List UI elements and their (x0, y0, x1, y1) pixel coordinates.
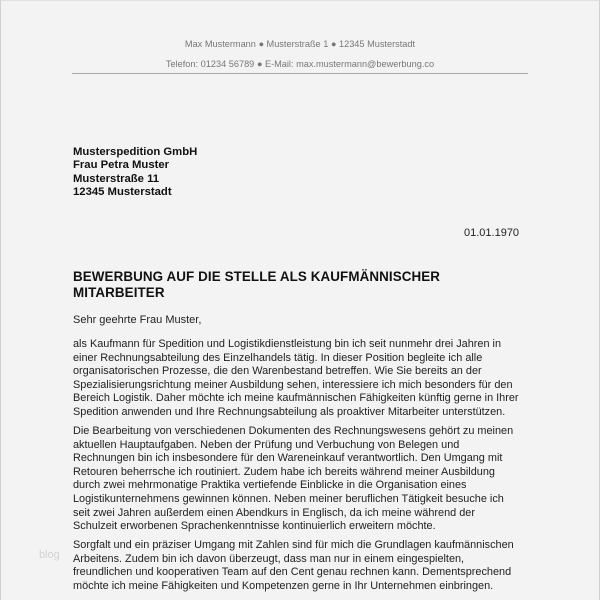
paragraph-line: Spedition anwenden und Ihre Rechnungsabteilung als proaktiver Mitarbeiter unterstützen. (73, 405, 506, 418)
letter-date: 01.01.1970 (464, 227, 520, 239)
watermark: blog (39, 549, 60, 561)
recipient-address (73, 146, 197, 199)
paragraph-line: organisatorischen Prozesse, die den Warenbestand betreffen. Wie Sie bereits an der (73, 365, 482, 378)
paragraph-line: Logistikunternehmens gewinnen können. Neben meiner beruflichen Tätigkeit besuche ich (73, 492, 504, 505)
paragraph-line: aktuellen Hauptaufgaben. Neben der Prüfung und Verbuchung von Belegen und (73, 438, 460, 451)
paragraph-line: Sorgfalt und ein präziser Umgang mit Zahlen sind für mich die Grundlagen kaufmännischen (73, 539, 514, 551)
paragraph-line: Bereich Logistik. Daher möchte ich meine kaufmännischen Fähigkeiten künftig gerne in Ihrer (73, 392, 519, 405)
paragraph-line: Die Bearbeitung von verschiedenen Dokumenten des Rechnungswesens gehört zu meinen (73, 425, 514, 437)
header-divider (72, 73, 528, 74)
paragraph-2 (73, 425, 543, 534)
recipient-name: Frau Petra Muster (73, 159, 170, 172)
paragraph-1 (73, 338, 543, 420)
paragraph-line: Schulzeit erworbenen Sprachenkenntnisse kontinuierlich erweitern möchte. (73, 520, 436, 533)
paragraph-line: Rechnungen bin ich insbesondere für den Wareneinkauf verantwortlich. Den Umgang mit (73, 452, 503, 465)
paragraph-line: einer Rechnungsabteilung des Einzelhandels tätig. In dieser Position begleite ich alle (73, 351, 483, 364)
paragraph-3 (73, 539, 543, 593)
paragraph-line: Arbeitens. Zudem bin ich davon überzeugt, dass man nur in einem eingespielten, (73, 552, 465, 565)
salutation: Sehr geehrte Frau Muster, (73, 314, 202, 326)
paragraph-line: möchte ich meine Fähigkeiten und Kompetenzen gerne in Ihr Unternehmen einbringen. (73, 579, 494, 592)
paragraph-line: freundlichen und kooperativen Team auf den Cent genau rechnen kann. Dementsprechend (73, 566, 512, 579)
paragraph-line: Retouren beherrsche ich routiniert. Zudem habe ich bereits während meiner Ausbildung (73, 465, 495, 478)
letter-subject (73, 269, 523, 301)
paragraph-line: Spezialisierungsrichtung meiner Ausbildung sehen, interessiere ich mich besonders für den (73, 378, 513, 391)
recipient-company: Musterspedition GmbH (73, 146, 198, 158)
paragraph-line: durch zwei mehrmonatige Praktika vertiefende Einblicke in die Organisation eines (73, 479, 467, 492)
recipient-street: Musterstraße 11 (73, 172, 160, 185)
paragraph-line: als Kaufmann für Spedition und Logistikdienstleistung bin ich seit nunmehr drei Jahren in (73, 338, 502, 350)
sender-contact: Telefon: 01234 56789 ● E-Mail: max.mustermann@bewerbung.co (165, 59, 435, 69)
sender-header (1, 34, 599, 74)
paragraph-line: seit zwei Jahren außerdem einen Abendkurs in Englisch, da ich meine während der (73, 506, 475, 519)
sender-address: Max Mustermann ● Musterstraße 1 ● 12345 Musterstadt (184, 39, 416, 49)
subject-line-2: MITARBEITER (73, 285, 165, 300)
subject-line-1: BEWERBUNG AUF DIE STELLE ALS KAUFMÄNNISCHER (73, 269, 441, 284)
recipient-city: 12345 Musterstadt (73, 185, 172, 198)
